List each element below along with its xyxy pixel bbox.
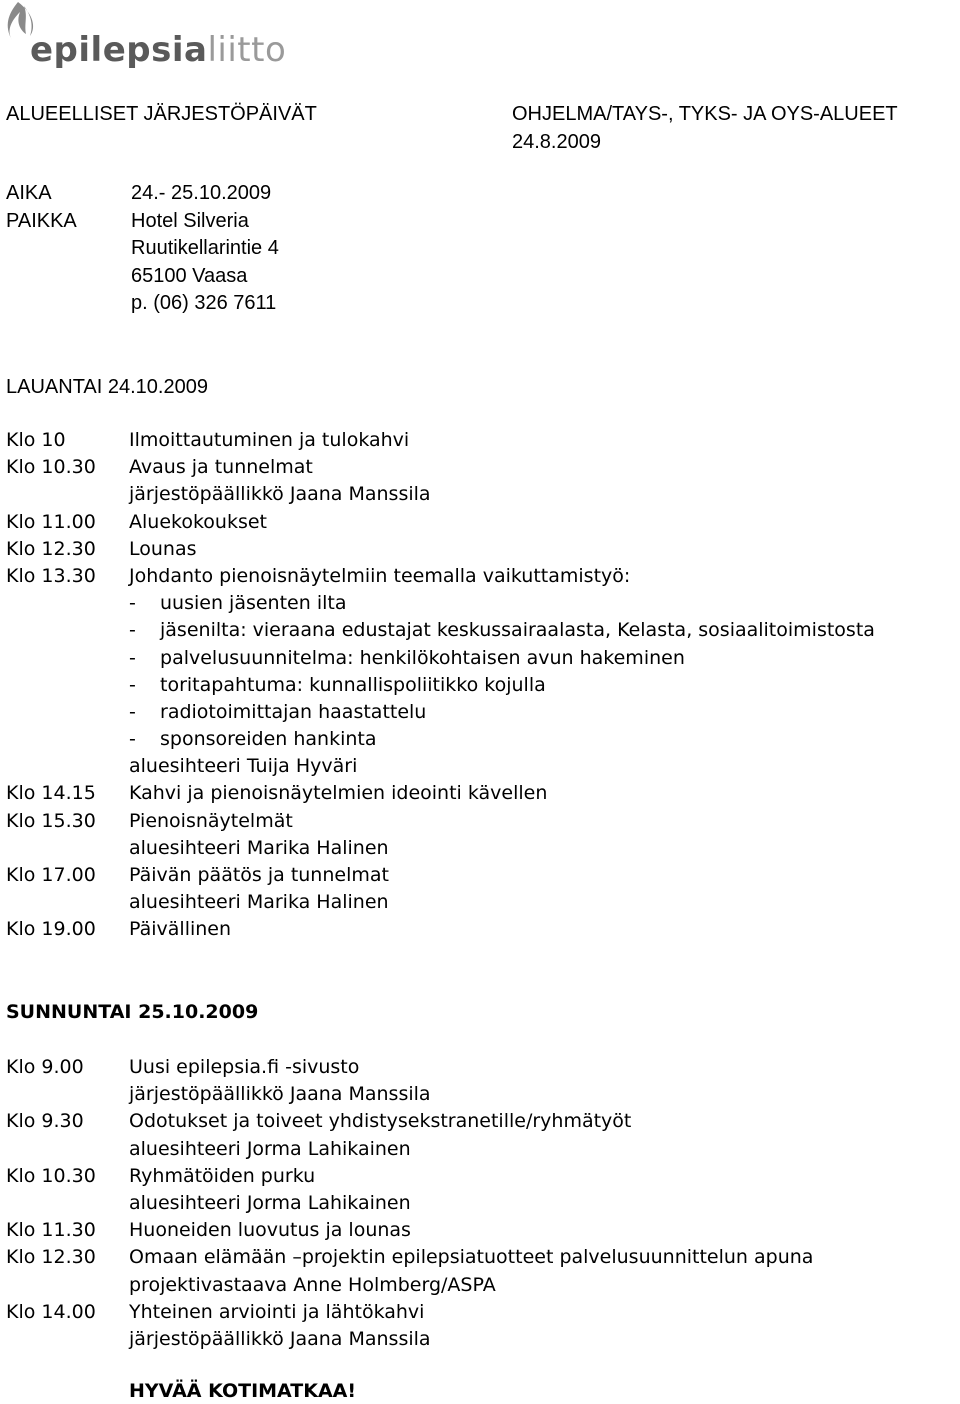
schedule-text: aluesihteeri Marika Halinen: [129, 891, 389, 914]
schedule-text: Päivän päätös ja tunnelmat: [129, 864, 389, 886]
schedule-time: Klo 17.00: [6, 864, 96, 886]
schedule-line: [6, 1190, 956, 1217]
saturday-title: LAUANTAI 24.10.2009: [6, 376, 208, 398]
schedule-text: - sponsoreiden hankinta: [129, 728, 377, 751]
schedule-text: Yhteinen arviointi ja lähtökahvi: [129, 1300, 425, 1323]
schedule-text: järjestöpäällikkö Jaana Manssila: [129, 483, 431, 506]
info-value: p. (06) 326 7611: [131, 292, 277, 314]
schedule-line: [6, 753, 956, 780]
schedule-line: [6, 1054, 956, 1081]
schedule-line: [6, 1272, 956, 1299]
schedule-time: Klo 10.30: [6, 1164, 96, 1187]
schedule-text: Päivällinen: [129, 918, 232, 941]
schedule-text: - palvelusuunnitelma: henkilökohtaisen avun hakeminen: [129, 646, 685, 669]
schedule-time: Klo 9.00: [6, 1056, 84, 1078]
schedule-time: Klo 12.30: [6, 1246, 96, 1269]
schedule-text: - uusien jäsenten ilta: [129, 592, 347, 615]
schedule-text: aluesihteeri Marika Halinen: [129, 836, 389, 859]
schedule-line: [6, 509, 956, 536]
schedule-text: - radiotoimittajan haastattelu: [129, 700, 427, 723]
saturday-schedule: [6, 427, 956, 944]
schedule-line: [6, 916, 956, 943]
schedule-time: Klo 19.00: [6, 918, 96, 941]
epilepsialiitto-logo: [0, 0, 290, 80]
schedule-line: [6, 699, 956, 726]
schedule-line: [6, 862, 956, 889]
info-label: AIKA: [6, 182, 52, 204]
schedule-text: järjestöpäällikkö Jaana Manssila: [129, 1083, 431, 1106]
schedule-time: Klo 10.30: [6, 456, 96, 479]
schedule-text: Uusi epilepsia.fi -sivusto: [129, 1056, 360, 1078]
schedule-line: [6, 889, 956, 916]
schedule-time: Klo 10: [6, 429, 66, 451]
schedule-text: Avaus ja tunnelmat: [129, 456, 313, 479]
logo-wordmark: [30, 30, 286, 70]
schedule-time: Klo 12.30: [6, 537, 96, 560]
info-label: PAIKKA: [6, 209, 77, 232]
schedule-text: Ilmoittautuminen ja tulokahvi: [129, 429, 410, 451]
schedule-line: [6, 726, 956, 753]
schedule-text: Omaan elämään –projektin epilepsiatuotteet palvelusuunnittelun apuna: [129, 1246, 814, 1269]
schedule-line: [6, 645, 956, 672]
info-value: 65100 Vaasa: [131, 264, 248, 287]
schedule-time: Klo 11.00: [6, 510, 96, 533]
schedule-time: Klo 14.00: [6, 1300, 96, 1323]
logo-part-2: liitto: [207, 30, 287, 70]
schedule-line: [6, 536, 956, 563]
schedule-time: Klo 13.30: [6, 564, 96, 587]
schedule-text: Ryhmätöiden purku: [129, 1164, 316, 1187]
schedule-line: [6, 563, 956, 590]
schedule-text: järjestöpäällikkö Jaana Manssila: [129, 1327, 431, 1350]
schedule-line: [6, 427, 956, 454]
schedule-text: Johdanto pienoisnäytelmiin teemalla vaikuttamistyö:: [129, 564, 631, 587]
schedule-line: [6, 1244, 956, 1271]
closing-greeting: HYVÄÄ KOTIMATKAA!: [129, 1380, 357, 1402]
document-date: 24.8.2009: [512, 131, 601, 153]
schedule-line: [6, 1163, 956, 1190]
info-value: 24.- 25.10.2009: [131, 182, 272, 204]
event-title: ALUEELLISET JÄRJESTÖPÄIVÄT: [6, 103, 317, 125]
info-value: Ruutikellarintie 4: [131, 237, 279, 259]
schedule-time: Klo 9.30: [6, 1110, 84, 1133]
schedule-text: projektivastaava Anne Holmberg/ASPA: [129, 1273, 496, 1296]
schedule-time: Klo 14.15: [6, 782, 96, 805]
schedule-line: [6, 617, 956, 644]
schedule-text: Odotukset ja toiveet yhdistysekstranetille/ryhmätyöt: [129, 1110, 632, 1133]
schedule-line: [6, 1299, 956, 1326]
schedule-text: aluesihteeri Tuija Hyväri: [129, 755, 358, 778]
schedule-text: Kahvi ja pienoisnäytelmien ideointi kävellen: [129, 782, 548, 805]
schedule-text: Aluekokoukset: [129, 510, 267, 533]
schedule-time: Klo 11.30: [6, 1219, 96, 1242]
schedule-line: [6, 672, 956, 699]
schedule-text: aluesihteeri Jorma Lahikainen: [129, 1137, 411, 1160]
schedule-line: [6, 590, 956, 617]
schedule-line: [6, 835, 956, 862]
schedule-line: [6, 1108, 956, 1135]
program-title: OHJELMA/TAYS-, TYKS- JA OYS-ALUEET: [512, 103, 898, 125]
schedule-text: Lounas: [129, 537, 197, 560]
schedule-line: [6, 1217, 956, 1244]
logo-part-1: epilepsia: [30, 30, 208, 70]
schedule-line: [6, 1136, 956, 1163]
schedule-text: - toritapahtuma: kunnallispoliitikko kojulla: [129, 673, 546, 696]
schedule-line: [6, 780, 956, 807]
schedule-text: aluesihteeri Jorma Lahikainen: [129, 1191, 411, 1214]
sunday-schedule: [6, 1054, 956, 1353]
info-value: Hotel Silveria: [131, 209, 249, 232]
schedule-line: [6, 1326, 956, 1353]
schedule-line: [6, 454, 956, 481]
schedule-time: Klo 15.30: [6, 809, 96, 832]
sunday-title: SUNNUNTAI 25.10.2009: [6, 1001, 259, 1023]
schedule-line: [6, 481, 956, 508]
schedule-text: - jäsenilta: vieraana edustajat keskussairaalasta, Kelasta, sosiaalitoimistosta: [129, 619, 875, 642]
schedule-text: Pienoisnäytelmät: [129, 809, 293, 832]
schedule-line: [6, 1081, 956, 1108]
schedule-text: Huoneiden luovutus ja lounas: [129, 1219, 411, 1242]
schedule-line: [6, 808, 956, 835]
